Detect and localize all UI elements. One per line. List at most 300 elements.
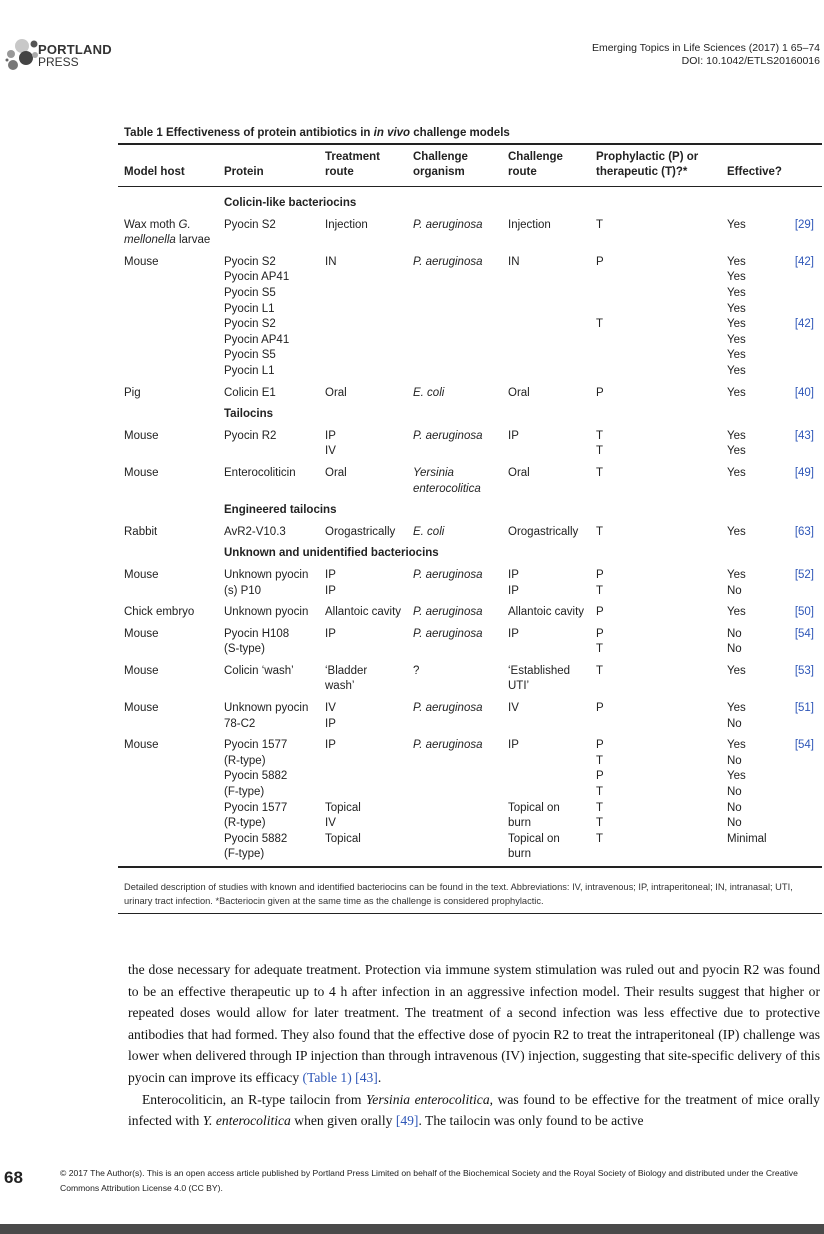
cell-line: Yes [727, 429, 746, 442]
cell-line: Pyocin S5 [224, 286, 276, 299]
cell-line: T [596, 218, 604, 231]
reference-link[interactable]: [63] [794, 525, 814, 538]
column-header [508, 150, 563, 180]
cell-line: burn [508, 817, 532, 830]
cell-line: P [596, 770, 604, 783]
protein-cell [224, 605, 308, 621]
citation-link[interactable]: [43] [355, 1069, 378, 1085]
prophylactic-therapeutic-cell [596, 218, 603, 234]
column-header [124, 165, 185, 180]
model-host-cell [124, 738, 159, 754]
cell-line: Chick embryo [124, 606, 195, 619]
organism-name: Yersinia [413, 466, 454, 479]
cell-line: Unknown pyocin [224, 606, 309, 619]
organism-name: P. aeruginosa [413, 627, 483, 640]
cell-line [413, 466, 481, 482]
italic-text: Yersinia enterocolitica [366, 1091, 490, 1107]
cell-line: Yes [727, 664, 746, 677]
cell-line: P [596, 627, 604, 640]
organism-name: P. aeruginosa [413, 255, 483, 268]
protein-cell [224, 429, 276, 445]
cell-line: P [596, 739, 604, 752]
column-header-line: Prophylactic (P) or [596, 151, 699, 163]
viewer-bottom-bar [0, 1224, 824, 1234]
cell-line: T [596, 445, 604, 458]
text: , was found to be effective for the treatment of mice orally infected with [128, 1091, 820, 1129]
effective-cell [727, 664, 746, 680]
cell-line: Unknown pyocin [224, 568, 309, 581]
logo-text: PORTLAND [38, 42, 112, 57]
reference-link[interactable]: [42] [794, 318, 814, 331]
reference-link[interactable]: [53] [794, 664, 814, 677]
cell-line: T [596, 525, 604, 538]
cell-line: T [596, 643, 604, 656]
model-host-cell [124, 701, 159, 717]
column-header-line: Effective? [727, 166, 782, 178]
table-section-header: Unknown and unidentified bacteriocins [224, 547, 439, 560]
cell-line: Pyocin AP41 [224, 333, 290, 346]
challenge-route-cell [508, 568, 519, 599]
challenge-route-cell [508, 466, 530, 482]
challenge-organism-cell [413, 664, 419, 680]
cell-line: T [596, 801, 604, 814]
table-row [118, 249, 822, 380]
effective-cell [727, 218, 746, 234]
challenge-organism-cell [413, 701, 482, 717]
cell-line: IP [508, 568, 519, 581]
cell-line: Pyocin S5 [224, 349, 276, 362]
cell-line: ? [413, 664, 420, 677]
doi: DOI: 10.1042/ETLS20160016 [681, 55, 820, 67]
journal-citation: Emerging Topics in Life Sciences (2017) 1 65–74 [591, 42, 820, 54]
cell-line: Oral [508, 466, 530, 479]
effective-cell [727, 386, 746, 402]
model-host-cell [124, 429, 159, 445]
cell-line: T [596, 832, 604, 845]
model-host-cell [124, 466, 159, 482]
cell-line: Orogastrically [508, 525, 579, 538]
reference-link[interactable]: [50] [794, 606, 814, 619]
effective-cell [727, 466, 746, 482]
cell-line: Yes [727, 349, 746, 362]
challenge-route-cell [508, 701, 519, 717]
cell-line: Colicin ‘wash’ [224, 664, 294, 677]
cell-line: Unknown pyocin [224, 702, 309, 715]
cell-line: Pig [124, 386, 141, 399]
table-row [118, 423, 822, 460]
effective-cell [727, 568, 746, 599]
column-header-line: organism [413, 166, 465, 178]
reference-link[interactable]: [54] [794, 739, 814, 752]
treatment-route-cell [325, 568, 336, 599]
treatment-route-cell [325, 386, 347, 402]
cell-line: P [596, 702, 604, 715]
treatment-route-cell [325, 627, 336, 643]
prophylactic-therapeutic-cell [596, 255, 604, 333]
cell-line [413, 255, 482, 271]
prophylactic-therapeutic-cell [596, 466, 603, 482]
model-host-cell [124, 568, 159, 584]
effective-cell [727, 605, 746, 621]
treatment-route-cell [325, 429, 336, 460]
cell-line [413, 386, 444, 402]
cell-line: IP [325, 568, 336, 581]
cell-line: No [727, 584, 742, 597]
organism-name: P. aeruginosa [413, 429, 483, 442]
table-section-header: Tailocins [224, 408, 273, 421]
cell-line: T [596, 664, 604, 677]
effective-cell [727, 627, 742, 658]
cell-line: No [727, 717, 742, 730]
table-body [118, 190, 822, 863]
reference-link[interactable]: [40] [794, 386, 814, 399]
column-header [325, 150, 380, 180]
cell-line: IP [325, 717, 336, 730]
challenge-route-cell [508, 429, 519, 445]
protein-cell [224, 218, 276, 234]
cell-line [413, 525, 444, 541]
protein-cell [224, 738, 287, 863]
cell-line: IV [325, 702, 336, 715]
cell-line [508, 769, 560, 785]
table-bottom-rule [118, 866, 822, 868]
cell-line [325, 754, 361, 770]
cell-line: P [596, 568, 604, 581]
challenge-route-cell [508, 664, 570, 695]
cell-line [596, 286, 604, 302]
cell-line: Yes [727, 286, 746, 299]
italic-text: Y. enterocolitica [202, 1113, 291, 1129]
organism-name: P. aeruginosa [413, 568, 483, 581]
cell-line [325, 785, 361, 801]
cell-line: Yes [727, 770, 746, 783]
cell-line: Yes [727, 525, 746, 538]
table-top-rule [118, 143, 822, 145]
prophylactic-therapeutic-cell [596, 429, 603, 460]
table-row [118, 732, 822, 863]
cell-line: Pyocin 1577 [224, 801, 288, 814]
cell-line: Yes [727, 302, 746, 315]
model-host-cell [124, 664, 159, 680]
cell-line [413, 429, 482, 445]
effective-cell [727, 525, 746, 541]
prophylactic-therapeutic-cell [596, 701, 604, 717]
cell-line: Yes [727, 739, 746, 752]
column-header [596, 150, 698, 180]
cell-line: Pyocin H108 [224, 627, 290, 640]
cell-line: (F-type) [224, 786, 265, 799]
challenge-route-cell [508, 627, 519, 643]
challenge-route-cell [508, 525, 578, 541]
cell-line: T [596, 429, 604, 442]
cell-line: ‘Established [508, 664, 571, 677]
reference-link[interactable]: [43] [794, 429, 814, 442]
cell-line: Yes [727, 364, 746, 377]
cell-line: Mouse [124, 429, 159, 442]
cell-line: T [596, 817, 604, 830]
cell-line: Orogastrically [325, 525, 396, 538]
table-row [118, 519, 822, 541]
cell-line: IP [508, 627, 519, 640]
column-header-line: Challenge [413, 151, 468, 163]
treatment-route-cell [325, 605, 401, 621]
cell-line: Pyocin 1577 [224, 739, 288, 752]
prophylactic-therapeutic-cell [596, 627, 604, 658]
challenge-route-cell [508, 605, 584, 621]
cell-line: Topical [325, 801, 361, 814]
prophylactic-therapeutic-cell [596, 605, 604, 621]
cell-line: Oral [508, 386, 530, 399]
logo-subtext: PRESS [38, 55, 79, 69]
challenge-organism-cell [413, 605, 482, 621]
cell-line: No [727, 801, 742, 814]
cell-line: (s) P10 [224, 584, 262, 597]
cell-line: Yes [727, 386, 746, 399]
text: when given orally [290, 1113, 396, 1129]
cell-text: Wax moth [124, 218, 179, 231]
column-header-line: Treatment [325, 151, 380, 163]
cell-line: Pyocin 5882 [224, 770, 288, 783]
table-row [118, 695, 822, 732]
treatment-route-cell [325, 466, 347, 482]
treatment-route-cell [325, 738, 361, 847]
cell-line: No [727, 786, 742, 799]
organism-name: P. aeruginosa [413, 739, 483, 752]
cell-line [325, 769, 361, 785]
cell-line: Pyocin R2 [224, 429, 277, 442]
cell-line: ‘Bladder [325, 664, 368, 677]
cell-line: wash’ [325, 680, 355, 693]
cell-line: Yes [727, 445, 746, 458]
treatment-route-cell [325, 255, 337, 271]
cell-line [413, 627, 482, 643]
cell-text: larvae [175, 234, 211, 247]
effective-cell [727, 429, 746, 460]
model-host-cell [124, 525, 157, 541]
caption-italic: in vivo [373, 127, 411, 139]
effective-cell [727, 701, 746, 732]
challenge-route-cell [508, 386, 530, 402]
body-text [128, 959, 820, 1132]
table-section-header: Engineered tailocins [224, 504, 337, 517]
cell-line: Pyocin S2 [224, 255, 276, 268]
cell-line: Allantoic cavity [325, 606, 402, 619]
cell-line: Oral [325, 466, 347, 479]
caption-text: challenge models [410, 127, 510, 139]
cell-line: Mouse [124, 255, 159, 268]
cell-line: IP [508, 429, 519, 442]
paragraph: the dose necessary for adequate treatment. Protection via immune system stimulation was ruled out and pyocin R2 was found to be an effective therapeutic up to 4 h after infection in an aggressive infection model. Their results suggest that higher or repeated doses would allow for later treatment. The treatment of a second infection was less effective due to protective antibodies that had formed. They also found that the effective dose of pyocin R2 to treat the intraperitoneal (IP) challenge was lower when delivered through IP injection than through intravenous (IV) injection, suggesting that site-specific delivery of this pyocin can improve its efficacy (Table 1) [43]. [128, 962, 820, 1085]
cell-line: Mouse [124, 466, 159, 479]
prophylactic-therapeutic-cell [596, 664, 603, 680]
table-row [118, 562, 822, 599]
reference-link[interactable]: [29] [794, 218, 814, 231]
table-section-header: Colicin-like bacteriocins [224, 197, 357, 209]
cell-line: Yes [727, 318, 746, 331]
reference-link[interactable]: [42] [794, 255, 814, 268]
cell-line: IV [508, 702, 519, 715]
cell-line: T [596, 754, 604, 767]
citation-link[interactable]: [49] [395, 1113, 419, 1129]
column-header [727, 165, 782, 180]
cell-line: AvR2-V10.3 [224, 525, 286, 538]
table-row [118, 599, 822, 621]
organism-name: enterocolitica [413, 482, 481, 495]
cell-line [413, 605, 482, 621]
paragraph [128, 1089, 820, 1132]
cell-line: P [596, 386, 604, 399]
cell-line: 78-C2 [224, 717, 256, 730]
cell-line: IP [325, 739, 336, 752]
reference-link[interactable]: [52] [794, 568, 814, 581]
cell-line [124, 233, 210, 249]
cell-line: Yes [727, 568, 746, 581]
cell-line: Topical [325, 832, 361, 845]
cell-line: Pyocin S2 [224, 218, 276, 231]
cell-line: Pyocin S2 [224, 318, 276, 331]
cell-line: P [596, 255, 604, 268]
model-host-cell [124, 386, 141, 402]
column-header [224, 165, 264, 180]
organism-name: P. aeruginosa [413, 606, 483, 619]
cell-line [413, 701, 482, 717]
caption-text: Table 1 Effectiveness of protein antibiotics in [124, 127, 374, 139]
table-footnote: Detailed description of studies with known and identified bacteriocins can be found in the text. Abbreviations: IV, intravenous; IP, intraperitoneal; IN, intranasal; UTI, urinary tract infection. *Bacteriocin given at the same time as the challenge is considered prophylactic. [124, 882, 793, 906]
cell-line: IP [325, 584, 336, 597]
cell-line: Colicin E1 [224, 386, 276, 399]
column-header-line: route [325, 166, 354, 178]
cell-line: UTI’ [508, 680, 530, 693]
cell-line: Yes [727, 702, 746, 715]
cell-line: Enterocoliticin [224, 466, 296, 479]
copyright-notice: © 2017 The Author(s). This is an open access article published by Portland Press Limited on behalf of the Biochemical Society and the Royal Society of Biology and distributed under the Creative Commons Attribution License 4.0 (CC BY). [60, 1168, 798, 1193]
table-header-rule [118, 186, 822, 187]
table-row [118, 460, 822, 497]
treatment-route-cell [325, 525, 395, 541]
cell-line: Topical on [508, 801, 560, 814]
cell-line: No [727, 754, 742, 767]
prophylactic-therapeutic-cell [596, 386, 604, 402]
challenge-route-cell [508, 255, 520, 271]
cell-line: Injection [508, 218, 551, 231]
cell-line [413, 218, 482, 234]
challenge-organism-cell [413, 627, 482, 643]
cell-line [596, 270, 604, 286]
table-row [118, 658, 822, 695]
cell-line [413, 568, 482, 584]
column-header-line: therapeutic (T)?* [596, 166, 688, 178]
cell-line: P [596, 606, 604, 619]
treatment-route-cell [325, 664, 367, 695]
cell-line: IP [508, 739, 519, 752]
column-header-line: Protein [224, 166, 264, 178]
cell-text: G. [178, 218, 191, 231]
cell-line: (R-type) [224, 817, 266, 830]
cell-line [413, 482, 481, 498]
cell-line: Mouse [124, 627, 159, 640]
reference-link[interactable]: [54] [794, 627, 814, 640]
cell-line [508, 785, 560, 801]
text: . The tailocin was only found to be active [418, 1113, 644, 1129]
protein-cell [224, 525, 286, 541]
cell-line: Mouse [124, 702, 159, 715]
table-row [118, 621, 822, 658]
cell-line: IN [325, 255, 337, 268]
challenge-route-cell [508, 218, 551, 234]
cell-line: T [596, 584, 604, 597]
prophylactic-therapeutic-cell [596, 525, 603, 541]
cell-line [508, 754, 560, 770]
cell-line: T [596, 318, 604, 331]
challenge-organism-cell [413, 386, 444, 402]
journal-info [592, 42, 820, 68]
prophylactic-therapeutic-cell [596, 568, 604, 599]
prophylactic-therapeutic-cell [596, 738, 604, 847]
cell-line: IP [325, 627, 336, 640]
cell-line: Minimal [727, 832, 767, 845]
page-number: 68 [4, 1168, 23, 1187]
treatment-route-cell [325, 218, 368, 234]
cell-line: (R-type) [224, 754, 266, 767]
reference-link[interactable]: [49] [794, 466, 814, 479]
cell-line: IV [325, 817, 336, 830]
table-row [118, 212, 822, 249]
column-header [413, 150, 468, 180]
cell-line: Pyocin L1 [224, 302, 275, 315]
column-header-line: route [508, 166, 537, 178]
cell-line: (F-type) [224, 848, 265, 861]
cell-line: Yes [727, 255, 746, 268]
organism-name: P. aeruginosa [413, 702, 483, 715]
column-header-line: Model host [124, 166, 185, 178]
cell-line: IP [325, 429, 336, 442]
cell-line: Mouse [124, 739, 159, 752]
protein-cell [224, 386, 276, 402]
cell-line: Injection [325, 218, 368, 231]
cell-line: burn [508, 848, 532, 861]
footnote-rule [118, 913, 822, 914]
cell-line [124, 218, 210, 234]
table-caption [124, 127, 510, 139]
cell-line: Yes [727, 218, 746, 231]
challenge-organism-cell [413, 255, 482, 271]
cell-line: No [727, 643, 742, 656]
cell-line: Pyocin 5882 [224, 832, 288, 845]
cell-line: Yes [727, 333, 746, 346]
treatment-route-cell [325, 701, 336, 732]
cell-line: T [596, 466, 604, 479]
challenge-organism-cell [413, 429, 482, 445]
table-row [118, 380, 822, 402]
organism-name: P. aeruginosa [413, 218, 483, 231]
cell-line: IP [508, 584, 519, 597]
challenge-organism-cell [413, 218, 482, 234]
text: Enterocoliticin, an R-type tailocin from [142, 1091, 366, 1107]
challenge-organism-cell [413, 525, 444, 541]
protein-cell [224, 627, 289, 658]
cell-line: Pyocin L1 [224, 364, 275, 377]
cell-line: Rabbit [124, 525, 158, 538]
cell-line: Allantoic cavity [508, 606, 585, 619]
reference-link[interactable]: [51] [794, 702, 814, 715]
cell-line [413, 738, 482, 754]
cell-line: Oral [325, 386, 347, 399]
table-link[interactable]: (Table 1) [302, 1069, 352, 1085]
cell-line: No [727, 817, 742, 830]
organism-name: E. coli [413, 386, 445, 399]
effective-cell [727, 255, 746, 380]
challenge-organism-cell [413, 738, 482, 754]
